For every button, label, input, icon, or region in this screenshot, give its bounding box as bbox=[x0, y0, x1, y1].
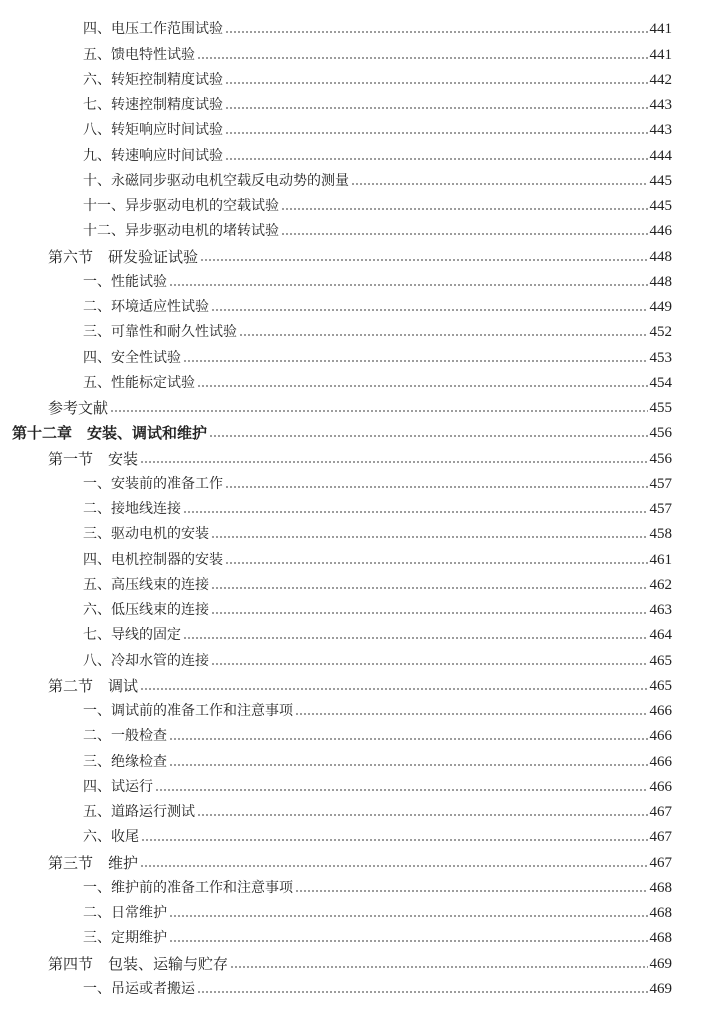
toc-page-number: 463 bbox=[649, 602, 672, 618]
toc-page-number: 465 bbox=[649, 677, 672, 694]
toc-item[interactable] bbox=[0, 165, 672, 190]
toc-item[interactable] bbox=[0, 518, 672, 543]
toc-title: 五、性能标定试验 bbox=[83, 374, 195, 391]
dot-leader bbox=[141, 839, 648, 841]
toc-page-number: 442 bbox=[649, 71, 672, 88]
toc-item[interactable] bbox=[0, 771, 672, 796]
toc-page-number: 465 bbox=[649, 652, 672, 669]
toc-item[interactable] bbox=[0, 872, 672, 897]
dot-leader bbox=[211, 663, 648, 665]
toc-page-number: 443 bbox=[649, 97, 672, 113]
toc-title: 参考文献 bbox=[48, 399, 109, 417]
dot-leader bbox=[110, 410, 647, 412]
dot-leader bbox=[197, 57, 648, 59]
toc-title: 第六节 研发验证试验 bbox=[48, 247, 199, 266]
dot-leader bbox=[239, 334, 648, 336]
toc-item[interactable] bbox=[0, 64, 672, 89]
toc-page-number: 466 bbox=[649, 703, 672, 719]
dot-leader bbox=[197, 991, 648, 993]
toc-page-number: 458 bbox=[649, 526, 672, 543]
dot-leader bbox=[197, 385, 648, 387]
toc-page-number: 446 bbox=[649, 223, 672, 240]
toc-item[interactable] bbox=[0, 114, 672, 139]
toc-page-number: 441 bbox=[649, 46, 672, 63]
toc-page-number: 454 bbox=[649, 374, 672, 391]
toc-title: 四、电压工作范围试验 bbox=[83, 21, 223, 38]
dot-leader bbox=[281, 208, 648, 210]
dot-leader bbox=[225, 82, 648, 84]
table-of-contents bbox=[0, 13, 706, 998]
toc-title: 三、定期维护 bbox=[83, 930, 167, 947]
toc-page-number: 469 bbox=[649, 980, 672, 997]
dot-leader bbox=[211, 309, 648, 311]
dot-leader bbox=[295, 713, 648, 715]
toc-title: 五、高压线束的连接 bbox=[83, 576, 209, 593]
toc-page-number: 467 bbox=[649, 829, 672, 846]
toc-item[interactable] bbox=[0, 139, 672, 164]
dot-leader bbox=[169, 915, 648, 917]
toc-page-number: 448 bbox=[649, 273, 672, 290]
toc-item[interactable] bbox=[0, 821, 672, 846]
toc-section[interactable] bbox=[0, 670, 672, 695]
toc-title: 一、调试前的准备工作和注意事项 bbox=[83, 703, 293, 719]
dot-leader bbox=[225, 31, 648, 33]
toc-item[interactable] bbox=[0, 619, 672, 644]
toc-item[interactable] bbox=[0, 291, 672, 316]
dot-leader bbox=[225, 107, 648, 109]
toc-page-number: 449 bbox=[649, 299, 672, 315]
dot-leader bbox=[169, 764, 648, 766]
toc-title: 九、转速响应时间试验 bbox=[83, 147, 223, 164]
toc-title: 八、转矩响应时间试验 bbox=[83, 122, 223, 139]
dot-leader bbox=[169, 940, 648, 942]
toc-item[interactable] bbox=[0, 468, 672, 493]
toc-item[interactable] bbox=[0, 973, 672, 998]
dot-leader bbox=[230, 966, 647, 968]
toc-page-number: 462 bbox=[649, 576, 672, 593]
toc-item[interactable] bbox=[0, 745, 672, 770]
toc-item[interactable] bbox=[0, 266, 672, 291]
dot-leader bbox=[351, 183, 648, 185]
toc-item[interactable] bbox=[0, 644, 672, 669]
toc-item[interactable] bbox=[0, 341, 672, 366]
toc-title: 二、一般检查 bbox=[83, 728, 167, 745]
toc-item[interactable] bbox=[0, 89, 672, 114]
toc-page-number: 443 bbox=[649, 122, 672, 139]
toc-item[interactable] bbox=[0, 316, 672, 341]
toc-section[interactable] bbox=[0, 846, 672, 871]
toc-title: 二、日常维护 bbox=[83, 905, 167, 921]
toc-page-number: 468 bbox=[649, 905, 672, 921]
toc-page-number: 444 bbox=[649, 147, 672, 164]
toc-title: 三、驱动电机的安装 bbox=[83, 526, 209, 543]
toc-page-number: 452 bbox=[649, 324, 672, 341]
toc-item[interactable] bbox=[0, 569, 672, 594]
dot-leader bbox=[140, 461, 647, 463]
toc-title: 三、可靠性和耐久性试验 bbox=[83, 324, 237, 341]
toc-title: 六、转矩控制精度试验 bbox=[83, 71, 223, 88]
toc-title: 十一、异步驱动电机的空载试验 bbox=[83, 198, 279, 214]
toc-title: 第三节 维护 bbox=[48, 853, 139, 872]
toc-item[interactable] bbox=[0, 493, 672, 518]
toc-item[interactable] bbox=[0, 720, 672, 745]
toc-page-number: 466 bbox=[649, 753, 672, 770]
toc-title: 四、安全性试验 bbox=[83, 349, 181, 366]
toc-item[interactable] bbox=[0, 367, 672, 392]
toc-item[interactable] bbox=[0, 922, 672, 947]
dot-leader bbox=[200, 259, 647, 261]
toc-page-number: 467 bbox=[649, 804, 672, 820]
toc-title: 第一节 安装 bbox=[48, 449, 139, 468]
toc-page-number: 456 bbox=[649, 425, 672, 442]
toc-page-number: 466 bbox=[649, 778, 672, 795]
toc-title: 六、收尾 bbox=[83, 829, 139, 846]
toc-title: 第二节 调试 bbox=[48, 676, 139, 695]
toc-title: 第十二章 安装、调试和维护 bbox=[12, 424, 208, 443]
toc-section[interactable] bbox=[0, 240, 672, 265]
toc-title: 五、道路运行测试 bbox=[83, 804, 195, 820]
toc-title: 一、吊运或者搬运 bbox=[83, 980, 195, 997]
dot-leader bbox=[225, 158, 648, 160]
toc-page-number: 464 bbox=[649, 627, 672, 644]
dot-leader bbox=[183, 360, 648, 362]
toc-item[interactable] bbox=[0, 190, 672, 215]
toc-item[interactable] bbox=[0, 38, 672, 63]
toc-item[interactable] bbox=[0, 13, 672, 38]
toc-item[interactable] bbox=[0, 215, 672, 240]
toc-title: 二、接地线连接 bbox=[83, 501, 181, 517]
dot-leader bbox=[183, 511, 648, 513]
toc-page-number: 468 bbox=[649, 930, 672, 947]
toc-title: 四、试运行 bbox=[83, 778, 153, 795]
toc-title: 一、性能试验 bbox=[83, 273, 167, 290]
toc-section[interactable] bbox=[0, 392, 672, 417]
toc-title: 十、永磁同步驱动电机空载反电动势的测量 bbox=[83, 172, 349, 189]
toc-title: 四、电机控制器的安装 bbox=[83, 551, 223, 568]
dot-leader bbox=[211, 612, 648, 614]
toc-item[interactable] bbox=[0, 796, 672, 821]
dot-leader bbox=[140, 865, 647, 867]
toc-chapter[interactable] bbox=[0, 417, 672, 442]
toc-item[interactable] bbox=[0, 594, 672, 619]
dot-leader bbox=[211, 536, 648, 538]
toc-page-number: 457 bbox=[649, 475, 672, 492]
toc-page-number: 453 bbox=[649, 349, 672, 366]
toc-page-number: 469 bbox=[649, 955, 672, 972]
toc-title: 一、维护前的准备工作和注意事项 bbox=[83, 879, 293, 896]
toc-page-number: 461 bbox=[649, 551, 672, 568]
dot-leader bbox=[169, 284, 648, 286]
dot-leader bbox=[140, 688, 647, 690]
toc-page-number: 448 bbox=[649, 248, 672, 265]
toc-title: 八、冷却水管的连接 bbox=[83, 652, 209, 669]
dot-leader bbox=[183, 637, 648, 639]
toc-item[interactable] bbox=[0, 543, 672, 568]
toc-title: 六、低压线束的连接 bbox=[83, 602, 209, 618]
toc-title: 七、导线的固定 bbox=[83, 627, 181, 644]
toc-page-number: 445 bbox=[649, 198, 672, 214]
toc-title: 一、安装前的准备工作 bbox=[83, 475, 223, 492]
toc-item[interactable] bbox=[0, 897, 672, 922]
dot-leader bbox=[225, 562, 648, 564]
toc-page-number: 445 bbox=[649, 172, 672, 189]
toc-title: 十二、异步驱动电机的堵转试验 bbox=[83, 223, 279, 240]
dot-leader bbox=[225, 486, 648, 488]
toc-page-number: 441 bbox=[649, 21, 672, 38]
toc-page-number: 467 bbox=[649, 854, 672, 871]
toc-title: 五、馈电特性试验 bbox=[83, 46, 195, 63]
dot-leader bbox=[209, 435, 647, 437]
toc-section[interactable] bbox=[0, 947, 672, 972]
toc-title: 二、环境适应性试验 bbox=[83, 299, 209, 315]
dot-leader bbox=[211, 587, 648, 589]
toc-title: 三、绝缘检查 bbox=[83, 753, 167, 770]
toc-title: 第四节 包装、运输与贮存 bbox=[48, 954, 229, 973]
toc-page-number: 468 bbox=[649, 879, 672, 896]
dot-leader bbox=[197, 814, 648, 816]
toc-page-number: 466 bbox=[649, 728, 672, 745]
toc-title: 七、转速控制精度试验 bbox=[83, 97, 223, 113]
dot-leader bbox=[295, 890, 648, 892]
dot-leader bbox=[281, 233, 648, 235]
toc-page-number: 457 bbox=[649, 501, 672, 517]
toc-page-number: 455 bbox=[649, 400, 672, 416]
dot-leader bbox=[155, 789, 648, 791]
toc-item[interactable] bbox=[0, 695, 672, 720]
toc-page-number: 456 bbox=[649, 450, 672, 467]
dot-leader bbox=[225, 132, 648, 134]
dot-leader bbox=[169, 738, 648, 740]
toc-section[interactable] bbox=[0, 442, 672, 467]
